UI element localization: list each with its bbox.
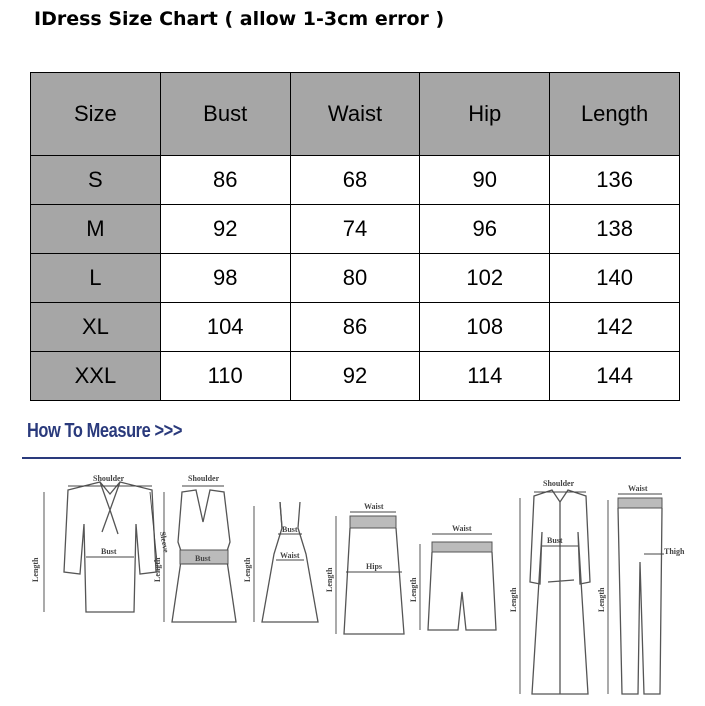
- size-cell: XL: [31, 303, 161, 352]
- how-to-measure-heading: How To Measure >>>: [27, 420, 183, 442]
- hip-cell: 114: [420, 352, 550, 401]
- bust-label: Bust: [547, 536, 563, 545]
- table-row: [31, 205, 680, 254]
- length-cell: 142: [550, 303, 680, 352]
- measurement-illustrations: [0, 462, 705, 706]
- size-cell: XXL: [31, 352, 161, 401]
- header-cell-size: Size: [31, 73, 161, 156]
- shoulder-label: Shoulder: [543, 479, 575, 488]
- waist-cell: 92: [290, 352, 420, 401]
- table-row: [31, 156, 680, 205]
- sleeve-label: Sleeve: [158, 530, 171, 554]
- size-cell: L: [31, 254, 161, 303]
- length-label: Length: [409, 577, 418, 602]
- hip-cell: 96: [420, 205, 550, 254]
- page-title: IDress Size Chart ( allow 1-3cm error ): [34, 8, 445, 30]
- length-label: Length: [325, 567, 334, 592]
- hip-cell: 108: [420, 303, 550, 352]
- waist-cell: 74: [290, 205, 420, 254]
- length-label: Length: [31, 557, 40, 582]
- bust-cell: 104: [160, 303, 290, 352]
- length-label: Length: [597, 587, 606, 612]
- trousers-illustration: [597, 484, 685, 694]
- waist-cell: 68: [290, 156, 420, 205]
- length-label: Length: [509, 587, 518, 612]
- length-cell: 144: [550, 352, 680, 401]
- hip-cell: 90: [420, 156, 550, 205]
- bust-cell: 86: [160, 156, 290, 205]
- header-cell-bust: Bust: [160, 73, 290, 156]
- shoulder-label: Shoulder: [93, 474, 125, 483]
- waist-label: Waist: [628, 484, 648, 493]
- waist-cell: 86: [290, 303, 420, 352]
- waist-cell: 80: [290, 254, 420, 303]
- table-row: [31, 303, 680, 352]
- header-cell-length: Length: [550, 73, 680, 156]
- bust-cell: 110: [160, 352, 290, 401]
- header-cell-waist: Waist: [290, 73, 420, 156]
- waist-label: Waist: [280, 551, 300, 560]
- waist-label: Waist: [364, 502, 384, 511]
- size-chart-table: [30, 72, 680, 401]
- hips-label: Hips: [366, 562, 383, 571]
- shorts-illustration: [409, 524, 496, 630]
- skirt-illustration: [325, 502, 404, 634]
- length-cell: 136: [550, 156, 680, 205]
- length-cell: 140: [550, 254, 680, 303]
- blouse-illustration: [31, 474, 171, 612]
- slip-dress-illustration: [243, 502, 318, 622]
- bust-label: Bust: [195, 554, 211, 563]
- bust-label: Bust: [282, 525, 298, 534]
- coat-illustration: [509, 479, 590, 694]
- size-cell: M: [31, 205, 161, 254]
- waist-label: Waist: [452, 524, 472, 533]
- table-header-row: [31, 73, 680, 156]
- bust-cell: 92: [160, 205, 290, 254]
- size-cell: S: [31, 156, 161, 205]
- header-cell-hip: Hip: [420, 73, 550, 156]
- bust-cell: 98: [160, 254, 290, 303]
- length-label: Length: [153, 557, 162, 582]
- length-label: Length: [243, 557, 252, 582]
- bust-label: Bust: [101, 547, 117, 556]
- section-divider: [22, 457, 681, 459]
- hip-cell: 102: [420, 254, 550, 303]
- table-row: [31, 254, 680, 303]
- thigh-label: Thigh: [664, 547, 685, 556]
- shoulder-label: Shoulder: [188, 474, 220, 483]
- length-cell: 138: [550, 205, 680, 254]
- table-row: [31, 352, 680, 401]
